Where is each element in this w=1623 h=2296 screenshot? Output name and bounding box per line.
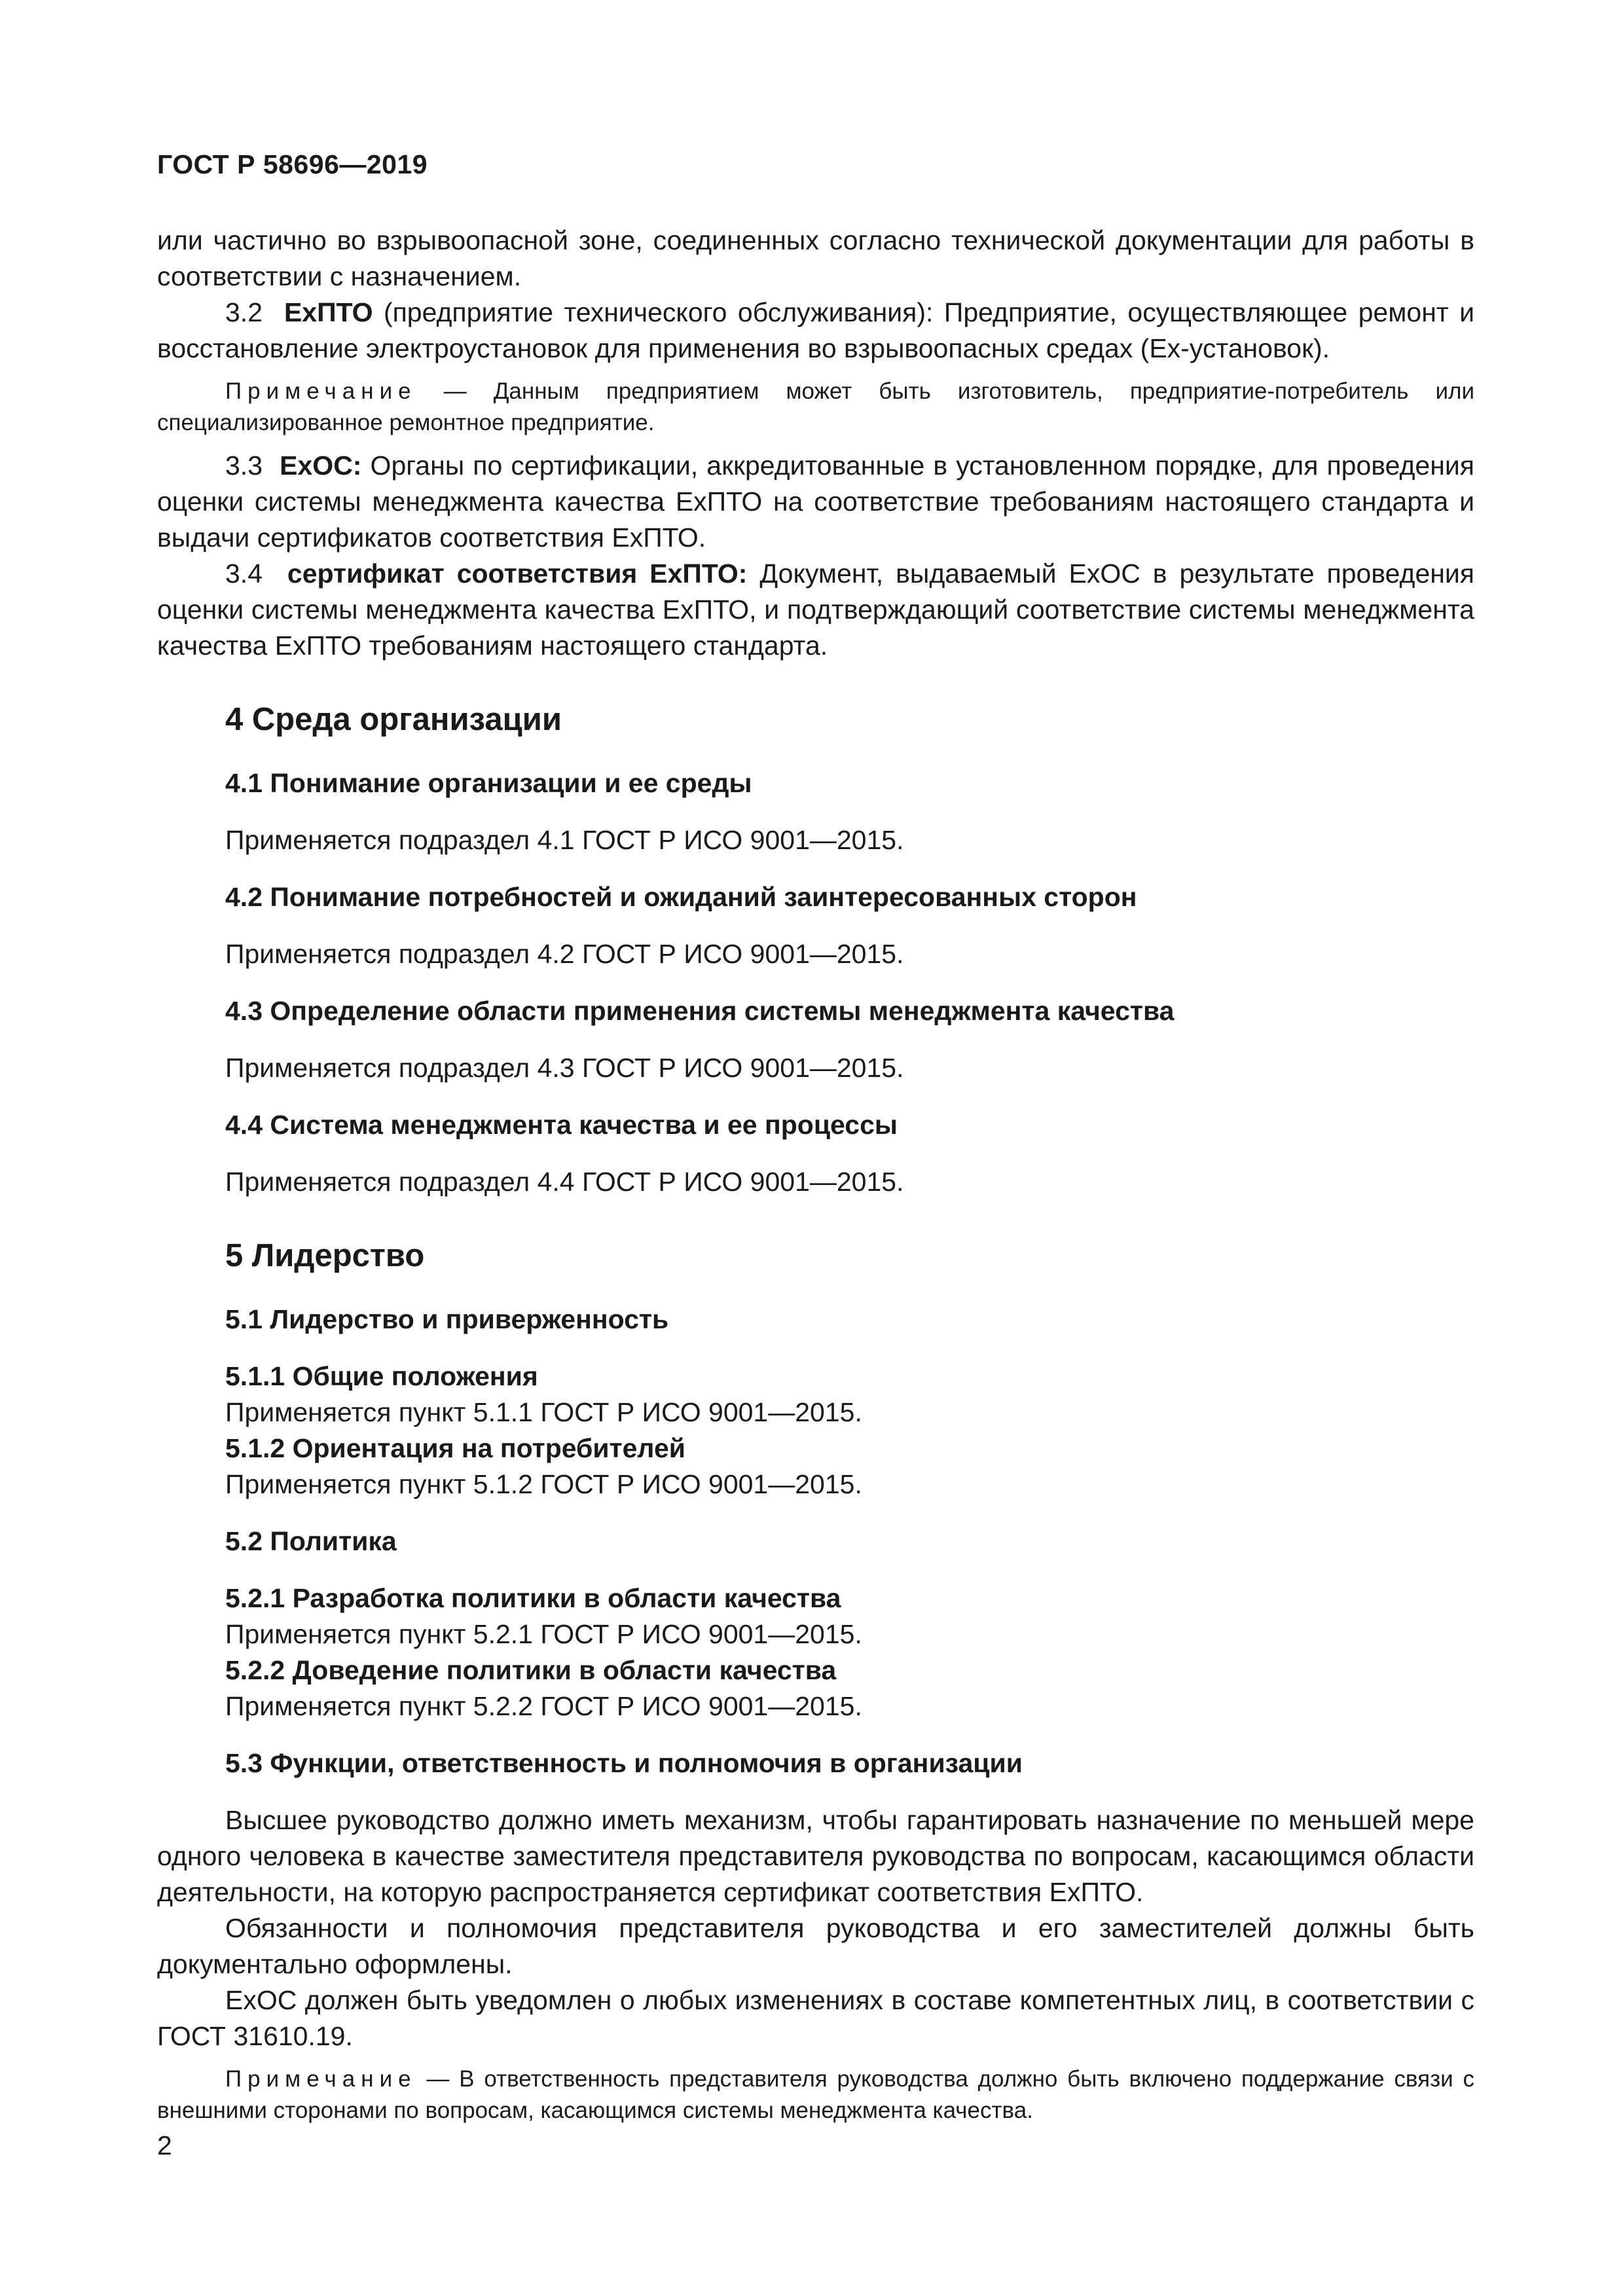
note-2: Примечание — В ответственность представителя руководства должно быть включено поддержание связи с внешними сторонами по вопросам, касающимся системы менеджмента качества.	[157, 2066, 1474, 2123]
page-number: 2	[157, 2130, 172, 2160]
item-5-2-1-text: Применяется пункт 5.2.1 ГОСТ Р ИСО 9001—2015.	[225, 1619, 862, 1649]
section-4-title: 4 Среда организации	[225, 702, 562, 737]
section-5-2-title: 5.2 Политика	[225, 1526, 397, 1556]
item-5-2-1-title: 5.2.1 Разработка политики в области качества	[225, 1583, 841, 1613]
section-4-2-text: Применяется подраздел 4.2 ГОСТ Р ИСО 9001—2015.	[225, 939, 904, 969]
document-page	[157, 0, 1474, 2296]
item-5-1-2-text: Применяется пункт 5.1.2 ГОСТ Р ИСО 9001—2015.	[225, 1469, 862, 1499]
item-5-1-1-title: 5.1.1 Общие положения	[225, 1361, 538, 1391]
section-5-3-paragraph-1: Высшее руководство должно иметь механизм, чтобы гарантировать назначение по меньшей мере одного человека в качестве заместителя представителя руководства по вопросам, касающимся области деятельности, на которую распространяется сертификат соответствия ЕхПТО.	[157, 1805, 1474, 1907]
section-4-1-title: 4.1 Понимание организации и ее среды	[225, 768, 752, 798]
item-5-2-2-title: 5.2.2 Доведение политики в области качества	[225, 1655, 837, 1685]
term-3-3: 3.3 ЕхОС: Органы по сертификации, аккредитованные в установленном порядке, для проведения оценки системы менеджмента качества ЕхПТО на соответствие требованиям настоящего стандарта и выдачи сертификатов соответствия ЕхПТО.	[157, 450, 1474, 553]
section-4-2-title: 4.2 Понимание потребностей и ожиданий заинтересованных сторон	[225, 882, 1137, 912]
item-5-1-2-title: 5.1.2 Ориентация на потребителей	[225, 1433, 685, 1463]
item-5-1-1-text: Применяется пункт 5.1.1 ГОСТ Р ИСО 9001—2015.	[225, 1397, 862, 1427]
term-3-4: 3.4 сертификат соответствия ЕхПТО: Документ, выдаваемый ЕхОС в результате проведения оценки системы менеджмента качества ЕхПТО, и подтверждающий соответствие системы менеджмента качества ЕхПТО требованиям настоящего стандарта.	[157, 558, 1474, 661]
document-header: ГОСТ Р 58696—2019	[157, 149, 428, 179]
section-4-4-title: 4.4 Система менеджмента качества и ее процессы	[225, 1110, 898, 1140]
section-5-title: 5 Лидерство	[225, 1238, 425, 1273]
paragraph-continuation: или частично во взрывоопасной зоне, соединенных согласно технической документации для работы в соответствии с назначением.	[157, 225, 1474, 291]
section-4-3-text: Применяется подраздел 4.3 ГОСТ Р ИСО 9001—2015.	[225, 1053, 904, 1083]
item-5-2-2-text: Применяется пункт 5.2.2 ГОСТ Р ИСО 9001—2015.	[225, 1691, 862, 1721]
section-5-3-paragraph-3: ЕхОС должен быть уведомлен о любых изменениях в составе компетентных лиц, в соответствии с ГОСТ 31610.19.	[157, 1985, 1474, 2051]
section-5-3-title: 5.3 Функции, ответственность и полномочия в организации	[225, 1748, 1023, 1778]
section-4-3-title: 4.3 Определение области применения системы менеджмента качества	[225, 996, 1175, 1026]
term-3-2: 3.2 ЕхПТО (предприятие технического обслуживания): Предприятие, осуществляющее ремонт и восстановление электроустановок для применения во взрывоопасных средах (Ех-установок).	[157, 297, 1474, 363]
note-1: Примечание — Данным предприятием может быть изготовитель, предприятие-потребитель или специализированное ремонтное предприятие.	[157, 378, 1474, 435]
section-5-3-paragraph-2: Обязанности и полномочия представителя руководства и его заместителей должны быть документально оформлены.	[157, 1913, 1474, 1979]
section-4-4-text: Применяется подраздел 4.4 ГОСТ Р ИСО 9001—2015.	[225, 1167, 904, 1197]
section-5-1-title: 5.1 Лидерство и приверженность	[225, 1304, 669, 1334]
document-body	[157, 223, 1474, 2136]
section-4-1-text: Применяется подраздел 4.1 ГОСТ Р ИСО 9001—2015.	[225, 825, 904, 855]
